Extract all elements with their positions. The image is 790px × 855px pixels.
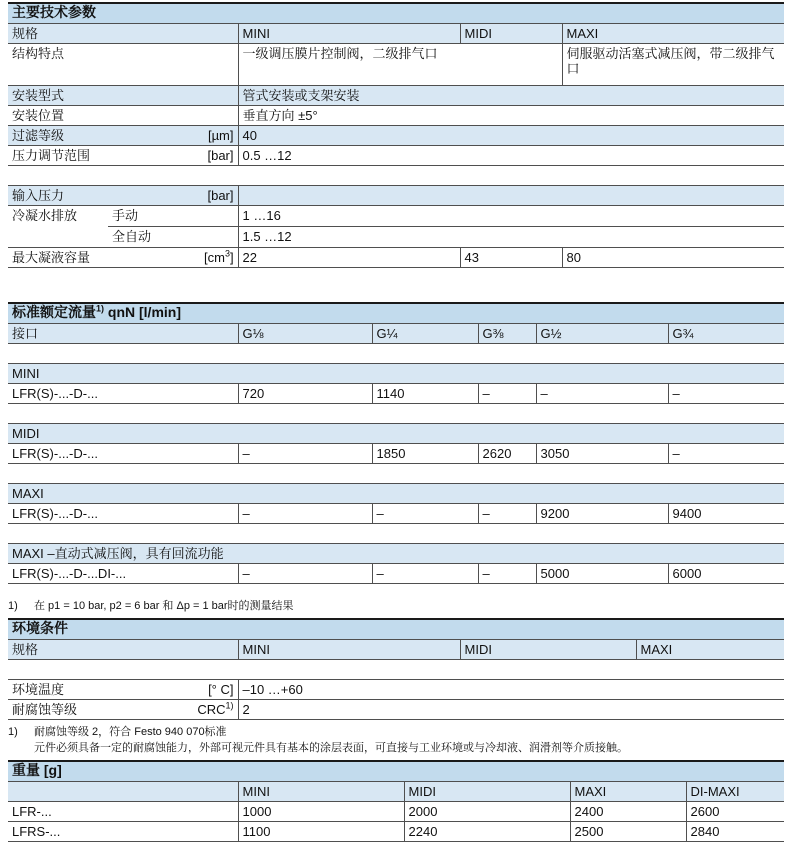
env-corrosion-unit-text: CRC <box>197 702 226 717</box>
flow-cell: – <box>536 384 668 404</box>
flow-cell: 720 <box>238 384 372 404</box>
max-condensate-maxi: 80 <box>562 248 784 268</box>
mounting-position-row <box>8 106 784 126</box>
flow-header-row <box>8 324 784 344</box>
pressure-range-row <box>8 146 784 166</box>
env-header-maxi: MAXI <box>636 640 784 660</box>
weight-cell: 2400 <box>570 802 686 822</box>
flow-spacer <box>8 344 784 364</box>
env-section <box>8 618 784 720</box>
env-corrosion-row <box>8 700 784 720</box>
max-condensate-row <box>8 248 784 268</box>
flow-spacer <box>8 524 784 544</box>
env-header-mini: MINI <box>238 640 460 660</box>
weight-table <box>8 760 784 842</box>
max-condensate-mini: 22 <box>238 248 460 268</box>
env-temp-unit: [° C] <box>168 680 238 700</box>
weight-cell: 2500 <box>570 822 686 842</box>
footnote-corrosion-line1: 耐腐蚀等级 2，符合 Festo 940 070标准 <box>34 726 227 738</box>
weight-row <box>8 802 784 822</box>
weight-cell: 2840 <box>686 822 784 842</box>
flow-section <box>8 302 784 584</box>
footnote-flow-num: 1) <box>8 600 18 612</box>
flow-cell: – <box>372 564 478 584</box>
flow-data-row <box>8 504 784 524</box>
flow-cell: – <box>478 564 536 584</box>
flow-row-label: LFR(S)-...-D-...DI-... <box>8 564 238 584</box>
env-table <box>8 618 784 720</box>
max-condensate-label: 最大凝液容量 <box>8 248 200 268</box>
specs-header-maxi: MAXI <box>562 24 784 44</box>
footnote-corrosion-line2: 元件必须具备一定的耐腐蚀能力，外部可视元件具有基本的涂层表面，可直接与工业环境或与冷却液、润滑剂等介质接触。 <box>34 742 628 754</box>
flow-cell: – <box>238 504 372 524</box>
max-condensate-unit-end: ] <box>229 250 234 265</box>
flow-cell: 3050 <box>536 444 668 464</box>
footnote-corrosion-num: 1) <box>8 726 18 738</box>
condensate-label-cell <box>8 206 200 248</box>
max-condensate-unit <box>200 248 238 268</box>
weight-cell: 2240 <box>404 822 570 842</box>
specs-header-label: 规格 <box>8 24 238 44</box>
flow-cell: 9200 <box>536 504 668 524</box>
flow-spacer-row <box>8 464 784 484</box>
env-header-label: 规格 <box>8 640 238 660</box>
weight-title: 重量 [g] <box>8 761 784 782</box>
specs-title-row <box>8 3 784 24</box>
flow-row-label: LFR(S)-...-D-... <box>8 384 238 404</box>
flow-title-rest: qnN [l/min] <box>104 304 182 320</box>
flow-title-sup: 1) <box>96 303 105 314</box>
env-corrosion-unit <box>168 700 238 720</box>
flow-title <box>8 303 784 324</box>
design-label: 结构特点 <box>8 44 238 86</box>
flow-cell: – <box>668 444 784 464</box>
footnote-flow <box>8 598 784 614</box>
pressure-range-unit: [bar] <box>200 146 238 166</box>
weight-header-col: DI-MAXI <box>686 782 784 802</box>
flow-spacer-row <box>8 404 784 424</box>
weight-row-label: LFRS-... <box>8 822 238 842</box>
flow-cell: 6000 <box>668 564 784 584</box>
filter-grade-label: 过滤等级 <box>8 126 200 146</box>
env-temp-value: –10 …+60 <box>238 680 784 700</box>
max-condensate-midi: 43 <box>460 248 562 268</box>
flow-data-row <box>8 444 784 464</box>
input-pressure-value <box>238 186 784 206</box>
footnote-corrosion <box>8 724 784 756</box>
specs-header-midi: MIDI <box>460 24 562 44</box>
flow-header-label: 接口 <box>8 324 238 344</box>
flow-group-row <box>8 364 784 384</box>
flow-title-row <box>8 303 784 324</box>
env-title-row <box>8 619 784 640</box>
weight-cell: 1100 <box>238 822 404 842</box>
env-header-row <box>8 640 784 660</box>
flow-group-row <box>8 424 784 444</box>
specs-section <box>8 2 784 268</box>
flow-cell: – <box>478 504 536 524</box>
flow-header-col: G⅛ <box>238 324 372 344</box>
max-condensate-unit-base: [cm <box>204 250 225 265</box>
mounting-type-value: 管式安装或支架安装 <box>238 86 784 106</box>
weight-title-row <box>8 761 784 782</box>
flow-header-col: G⅜ <box>478 324 536 344</box>
mounting-type-row <box>8 86 784 106</box>
weight-header-col: MIDI <box>404 782 570 802</box>
mounting-position-label: 安装位置 <box>8 106 238 126</box>
pressure-range-label: 压力调节范围 <box>8 146 200 166</box>
specs-table <box>8 2 784 268</box>
specs-spacer <box>8 166 784 186</box>
flow-header-col: G½ <box>536 324 668 344</box>
input-pressure-label: 输入压力 <box>8 186 200 206</box>
design-maxi: 伺服驱动活塞式减压阀，带二级排气口 <box>562 44 784 86</box>
condensate-label: 冷凝水排放 <box>12 208 78 223</box>
design-mini-midi: 一级调压膜片控制阀，二级排气口 <box>238 44 562 86</box>
pressure-range-value: 0.5 …12 <box>238 146 784 166</box>
env-temp-row <box>8 680 784 700</box>
flow-spacer-row <box>8 344 784 364</box>
mounting-position-value: 垂直方向 ±5° <box>238 106 784 126</box>
specs-header-row <box>8 24 784 44</box>
flow-cell: – <box>668 384 784 404</box>
env-header-midi: MIDI <box>460 640 636 660</box>
flow-data-row <box>8 564 784 584</box>
flow-cell: 2620 <box>478 444 536 464</box>
env-corrosion-label: 耐腐蚀等级 <box>8 700 168 720</box>
flow-group-name: MAXI –直动式减压阀，具有回流功能 <box>8 544 784 564</box>
design-row <box>8 44 784 86</box>
env-corrosion-unit-sup: 1) <box>225 700 234 711</box>
flow-cell: 1140 <box>372 384 478 404</box>
filter-grade-unit: [µm] <box>200 126 238 146</box>
weight-header-col: MINI <box>238 782 404 802</box>
flow-spacer <box>8 404 784 424</box>
weight-header-col: MAXI <box>570 782 686 802</box>
flow-group-name: MINI <box>8 364 784 384</box>
weight-header-row <box>8 782 784 802</box>
filter-grade-value: 40 <box>238 126 784 146</box>
flow-cell: 9400 <box>668 504 784 524</box>
flow-cell: 1850 <box>372 444 478 464</box>
flow-cell: – <box>238 444 372 464</box>
weight-cell: 2000 <box>404 802 570 822</box>
flow-cell: – <box>478 384 536 404</box>
flow-header-col: G¼ <box>372 324 478 344</box>
weight-cell: 1000 <box>238 802 404 822</box>
mounting-type-label: 安装型式 <box>8 86 238 106</box>
flow-group-row <box>8 544 784 564</box>
flow-cell: 5000 <box>536 564 668 584</box>
input-pressure-unit: [bar] <box>200 186 238 206</box>
flow-cell: – <box>238 564 372 584</box>
flow-spacer <box>8 464 784 484</box>
footnote-flow-text: 在 p1 = 10 bar, p2 = 6 bar 和 Δp = 1 bar时的测量结果 <box>34 600 294 612</box>
env-corrosion-value: 2 <box>238 700 784 720</box>
env-spacer <box>8 660 784 680</box>
weight-cell: 2600 <box>686 802 784 822</box>
flow-cell: – <box>372 504 478 524</box>
weight-header-blank <box>8 782 238 802</box>
input-pressure-row <box>8 186 784 206</box>
flow-spacer-row <box>8 524 784 544</box>
condensate-manual-value: 1 …16 <box>238 206 784 227</box>
flow-group-name: MAXI <box>8 484 784 504</box>
condensate-auto-label: 全自动 <box>112 229 152 244</box>
flow-data-row <box>8 384 784 404</box>
env-spacer-row <box>8 660 784 680</box>
condensate-auto-value: 1.5 …12 <box>238 227 784 248</box>
flow-group-row <box>8 484 784 504</box>
specs-spacer-row <box>8 166 784 186</box>
flow-header-col: G¾ <box>668 324 784 344</box>
weight-section <box>8 760 784 842</box>
env-temp-label: 环境温度 <box>8 680 168 700</box>
weight-row <box>8 822 784 842</box>
flow-table <box>8 302 784 584</box>
specs-title: 主要技术参数 <box>8 3 784 24</box>
filter-grade-row <box>8 126 784 146</box>
flow-group-name: MIDI <box>8 424 784 444</box>
weight-row-label: LFR-... <box>8 802 238 822</box>
flow-row-label: LFR(S)-...-D-... <box>8 444 238 464</box>
flow-row-label: LFR(S)-...-D-... <box>8 504 238 524</box>
specs-header-mini: MINI <box>238 24 460 44</box>
env-title: 环境条件 <box>8 619 784 640</box>
condensate-manual-label: 手动 <box>112 208 139 223</box>
flow-title-main: 标准额定流量 <box>12 304 96 320</box>
max-condensate-unit-sup: 3 <box>224 248 230 259</box>
condensate-unit-cell <box>200 206 238 248</box>
condensate-manual-row <box>8 206 784 227</box>
